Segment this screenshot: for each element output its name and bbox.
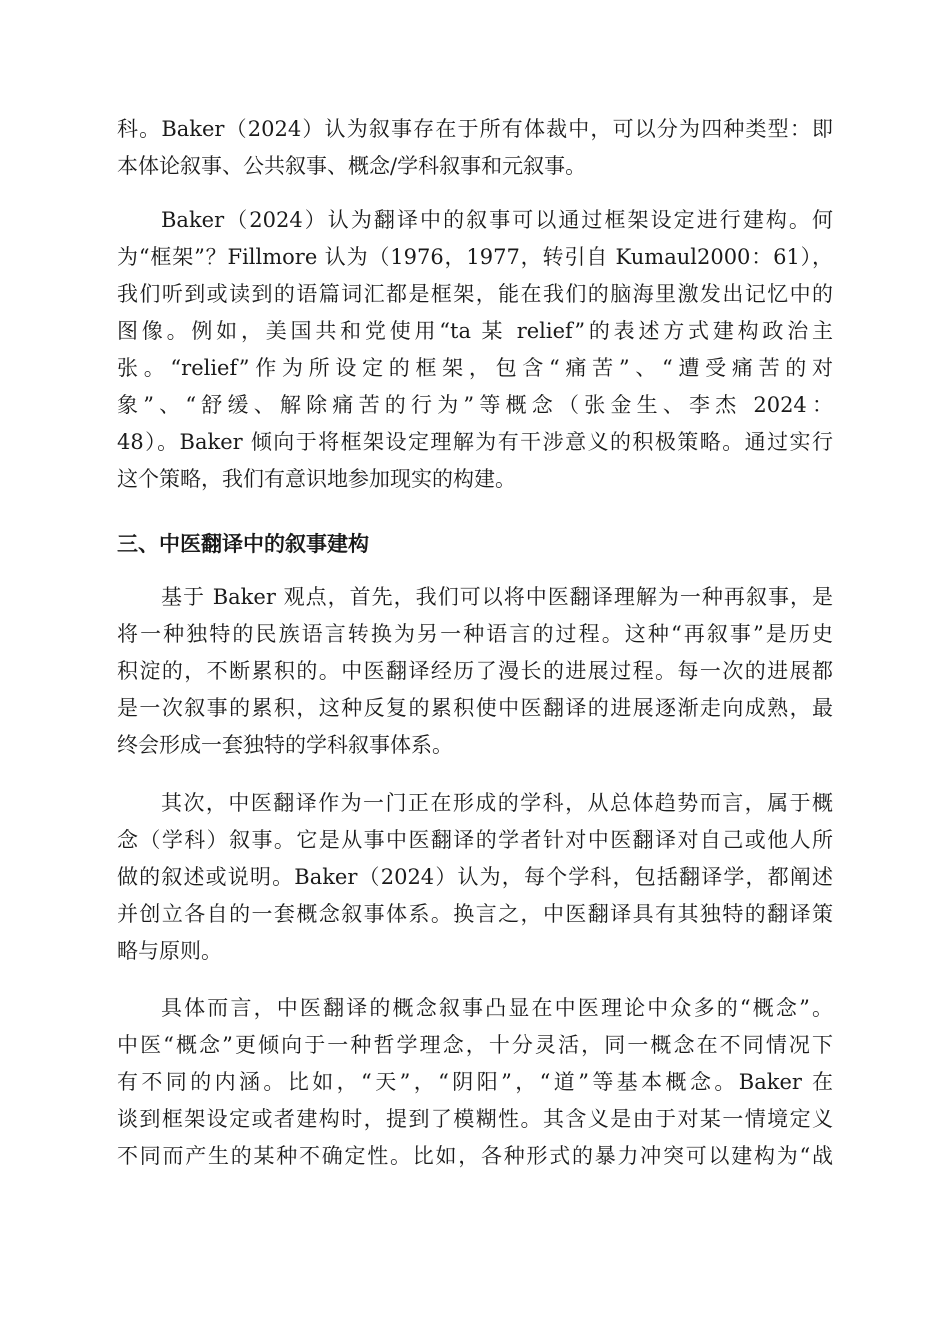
text-line: 象”、“舒缓、解除痛苦的行为”等概念（张金生、李杰 2024： xyxy=(117,393,833,417)
text-line: 我们听到或读到的语篇词汇都是框架，能在我们的脑海里激发出记忆中的 xyxy=(117,282,833,306)
section-heading: 三、中医翻译中的叙事建构 xyxy=(117,532,369,556)
paragraph-3 xyxy=(117,579,833,764)
text-line: 科。Baker（2024）认为叙事存在于所有体裁中，可以分为四种类型：即 xyxy=(117,117,833,141)
text-line: 积淀的，不断累积的。中医翻译经历了漫长的进展过程。每一次的进展都 xyxy=(117,659,833,683)
text-line: 并创立各自的一套概念叙事体系。换言之，中医翻译具有其独特的翻译策 xyxy=(117,902,833,926)
text-line: 念（学科）叙事。它是从事中医翻译的学者针对中医翻译对自己或他人所 xyxy=(117,828,833,852)
paragraph-2 xyxy=(117,202,833,498)
text-line: 张。“relief”作为所设定的框架，包含“痛苦”、“遭受痛苦的对 xyxy=(117,356,833,380)
text-line: 将一种独特的民族语言转换为另一种语言的过程。这种“再叙事”是历史 xyxy=(117,622,833,646)
text-line: 本体论叙事、公共叙事、概念/学科叙事和元叙事。 xyxy=(117,154,587,178)
text-line: 为“框架”？Fillmore 认为（1976，1977，转引自 Kumaul2000：61）， xyxy=(117,245,833,269)
paragraph-5 xyxy=(117,990,833,1175)
paragraph-1 xyxy=(117,111,833,185)
text-line: 是一次叙事的累积，这种反复的累积使中医翻译的进展逐渐走向成熟，最 xyxy=(117,696,833,720)
paragraph-4 xyxy=(117,785,833,970)
text-line: 有不同的内涵。比如，“天”，“阴阳”，“道”等基本概念。Baker 在 xyxy=(117,1070,833,1094)
text-line: 略与原则。 xyxy=(117,939,222,963)
text-line: Baker（2024）认为翻译中的叙事可以通过框架设定进行建构。何 xyxy=(161,208,833,232)
text-line: 具体而言，中医翻译的概念叙事凸显在中医理论中众多的“概念”。 xyxy=(161,996,833,1020)
text-line: 48）。Baker 倾向于将框架设定理解为有干涉意义的积极策略。通过实行 xyxy=(117,430,833,454)
text-line: 其次，中医翻译作为一门正在形成的学科，从总体趋势而言，属于概 xyxy=(161,791,833,815)
text-line: 不同而产生的某种不确定性。比如，各种形式的暴力冲突可以建构为“战 xyxy=(117,1144,833,1168)
text-line: 这个策略，我们有意识地参加现实的构建。 xyxy=(117,467,516,491)
text-line: 图像。例如，美国共和党使用“ta 某 relief”的表述方式建构政治主 xyxy=(117,319,833,343)
text-line: 中医“概念”更倾向于一种哲学理念，十分灵活，同一概念在不同情况下 xyxy=(117,1033,833,1057)
text-line: 做的叙述或说明。Baker（2024）认为，每个学科，包括翻译学，都阐述 xyxy=(117,865,833,889)
text-line: 终会形成一套独特的学科叙事体系。 xyxy=(117,733,453,757)
text-line: 谈到框架设定或者建构时，提到了模糊性。其含义是由于对某一情境定义 xyxy=(117,1107,833,1131)
text-line: 基于 Baker 观点，首先，我们可以将中医翻译理解为一种再叙事，是 xyxy=(161,585,833,609)
